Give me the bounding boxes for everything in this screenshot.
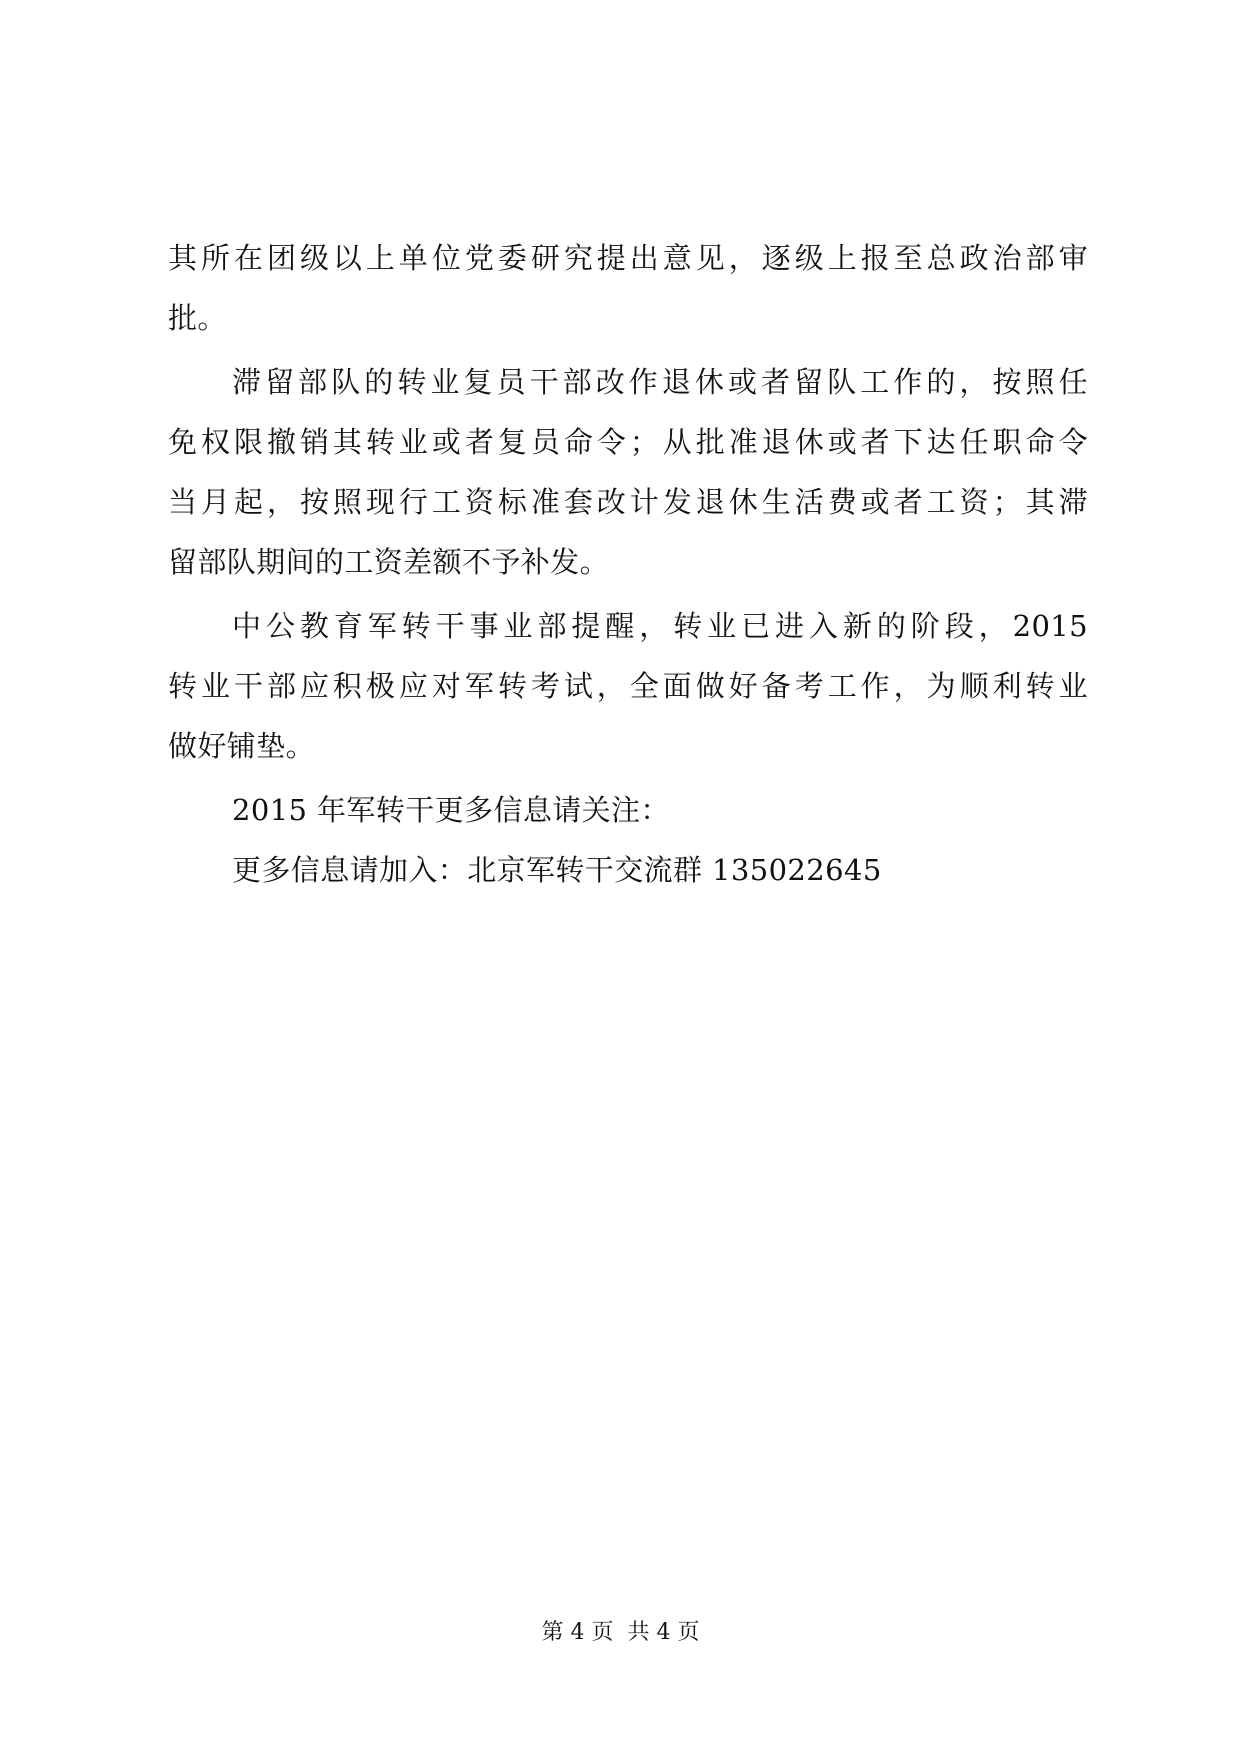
paragraph-line: 中公教育军转干事业部提醒，转业已进入新的阶段，2015	[232, 609, 1088, 643]
page-total: 共 4 页	[627, 1620, 700, 1645]
paragraph-line: 更多信息请加入：北京军转干交流群 135022645	[232, 853, 882, 887]
paragraph-line: 批。	[168, 301, 227, 335]
page-number: 第 4 页	[541, 1620, 614, 1645]
paragraph-line: 转业干部应积极应对军转考试，全面做好备考工作，为顺利转业	[168, 669, 1088, 703]
paragraph-line: 滞留部队的转业复员干部改作退休或者留队工作的，按照任	[232, 365, 1088, 399]
page-footer	[0, 1618, 1241, 1648]
paragraph-line: 2015 年军转干更多信息请关注：	[232, 793, 670, 827]
paragraph-line: 其所在团级以上单位党委研究提出意见，逐级上报至总政治部审	[168, 241, 1088, 275]
document-body	[168, 228, 1088, 900]
paragraph-line: 做好铺垫。	[168, 729, 316, 763]
paragraph-line: 留部队期间的工资差额不予补发。	[168, 545, 610, 579]
paragraph-line: 免权限撤销其转业或者复员命令；从批准退休或者下达任职命令	[168, 425, 1088, 459]
paragraph-line: 当月起，按照现行工资标准套改计发退休生活费或者工资；其滞	[168, 485, 1088, 519]
